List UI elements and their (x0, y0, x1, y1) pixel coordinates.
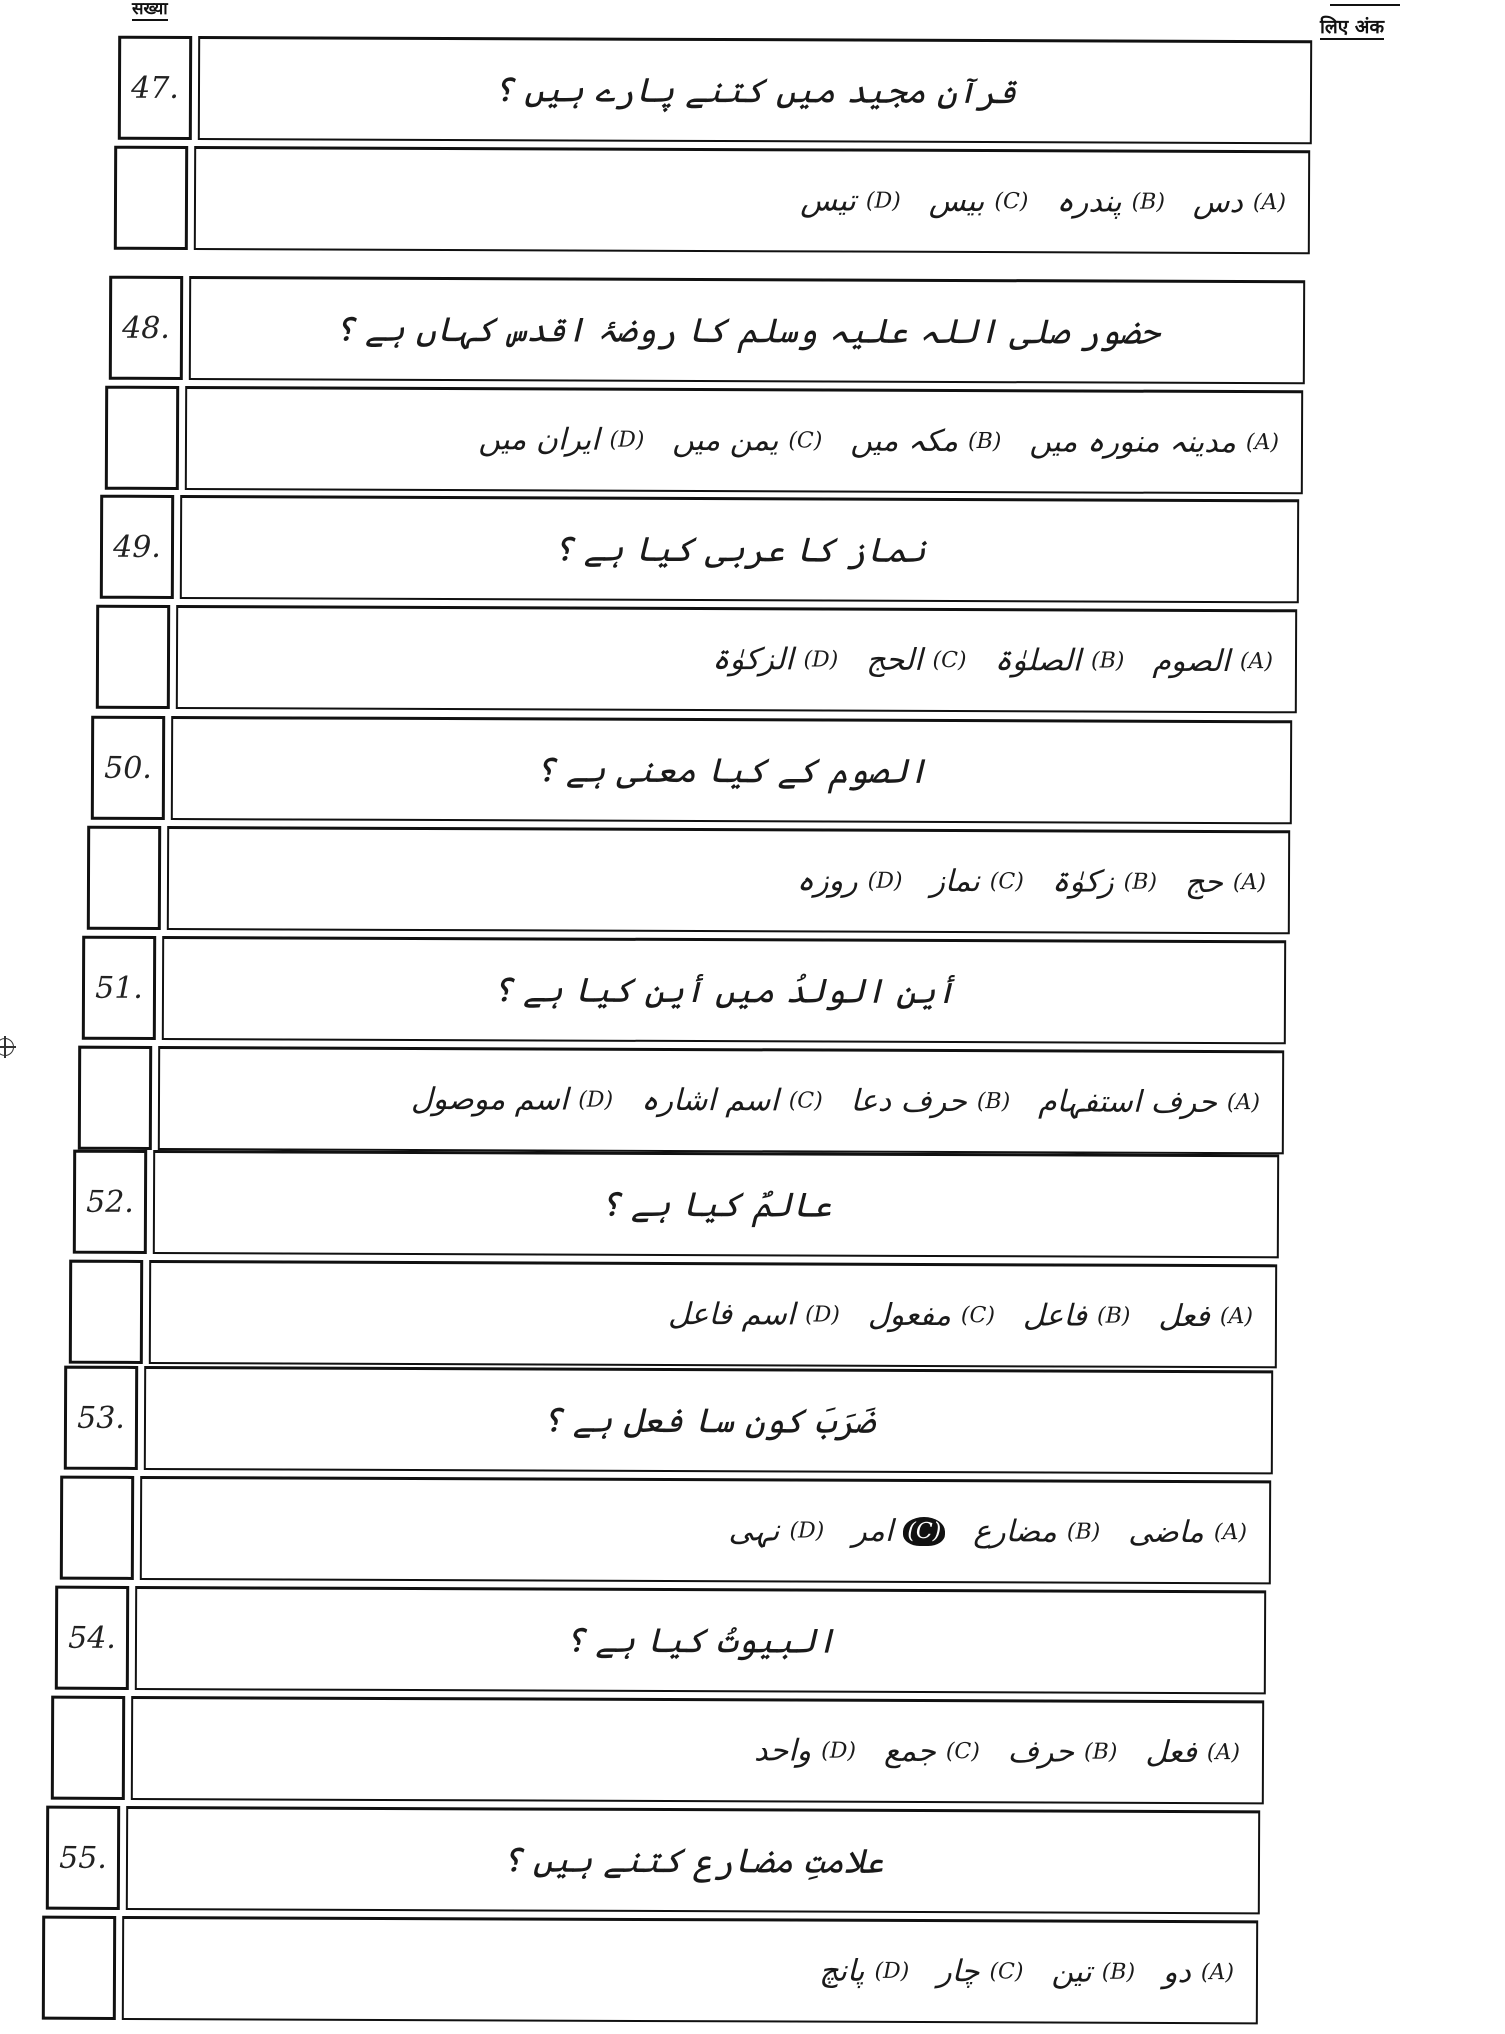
question-text: الصوم کے کیا معنی ہے ؟ (535, 750, 928, 792)
options-row (114, 146, 1310, 255)
option-letter: (B) (1066, 1519, 1101, 1545)
option-letter: (C) (903, 1517, 945, 1546)
option-c (852, 1514, 945, 1549)
question-text: أين الولدُ میں أين کیا ہے ؟ (492, 970, 956, 1013)
option-d (712, 642, 838, 677)
option-letter: (A) (1252, 190, 1287, 216)
option-c (929, 184, 1029, 219)
option-text: واحد (753, 1733, 812, 1769)
option-text: اسم موصول (410, 1081, 569, 1118)
blank-number-cell (105, 386, 179, 490)
option-d (478, 422, 644, 458)
option-letter: (A) (1206, 1740, 1241, 1766)
option-c (884, 1734, 980, 1769)
options-row (96, 605, 1297, 714)
option-d (800, 183, 901, 218)
option-b (1008, 1734, 1118, 1769)
question-text-cell (171, 716, 1292, 824)
options-list (142, 1511, 1269, 1550)
option-letter: (C) (788, 428, 823, 454)
options-row (105, 386, 1303, 495)
option-letter: (C) (989, 1959, 1024, 1985)
question-text: البیوتُ کیا ہے ؟ (564, 1620, 837, 1662)
option-text: تیس (800, 183, 856, 219)
question-text: قرآن مجید میں کتنے پارے ہیں ؟ (493, 70, 1017, 113)
question-row (118, 36, 1312, 145)
option-a (1158, 1299, 1253, 1334)
option-c (866, 643, 966, 678)
option-b (973, 1514, 1100, 1549)
question-text: حضور صلی اللہ علیہ وسلم کا روضۂ اقدس کہاں ہے ؟ (334, 309, 1160, 353)
option-a (1128, 1515, 1247, 1550)
question-text-cell (144, 1366, 1273, 1474)
options-list (187, 421, 1301, 460)
options-row (69, 1260, 1277, 1369)
option-letter: (A) (1213, 1520, 1248, 1546)
options-list (133, 1731, 1262, 1770)
option-text: نماز (930, 863, 980, 900)
question-text-cell (162, 936, 1286, 1044)
blank-number-cell (42, 1916, 116, 2020)
option-letter: (A) (1232, 870, 1267, 896)
option-letter: (D) (821, 1738, 857, 1764)
question-number: 47. (118, 36, 192, 140)
option-text: پندرہ (1056, 184, 1122, 220)
options-row (78, 1046, 1284, 1155)
options-cell (149, 1260, 1277, 1368)
option-text: اسم فاعل (667, 1296, 796, 1333)
question-text-cell (189, 276, 1305, 384)
option-letter: (B) (1090, 648, 1125, 674)
question-number: 54. (55, 1586, 129, 1690)
options-cell (194, 146, 1310, 254)
option-letter: (A) (1239, 649, 1274, 675)
options-row (60, 1476, 1271, 1585)
option-letter: (D) (803, 647, 839, 673)
option-letter: (A) (1200, 1960, 1235, 1986)
option-letter: (B) (1083, 1739, 1118, 1765)
question-row (64, 1366, 1273, 1475)
option-text: مکہ میں (850, 423, 959, 459)
option-text: الصوم (1152, 643, 1230, 680)
option-letter: (C) (994, 189, 1029, 215)
option-a (1145, 1735, 1240, 1770)
option-a (1038, 1084, 1260, 1120)
header-serial-label: सख्या (132, 0, 168, 19)
option-d (411, 1082, 613, 1118)
option-letter: (B) (976, 1089, 1011, 1115)
options-list (160, 1081, 1282, 1120)
options-row (42, 1916, 1258, 2025)
option-letter: (A) (1219, 1304, 1254, 1330)
option-c (937, 1954, 1023, 1989)
question-row (55, 1586, 1266, 1695)
blank-number-cell (114, 146, 188, 250)
question-number: 52. (73, 1150, 147, 1254)
option-text: ایران میں (478, 422, 600, 458)
option-b (1051, 1955, 1135, 1990)
option-letter: (D) (578, 1087, 614, 1113)
option-letter: (B) (1123, 869, 1158, 895)
option-text: فاعل (1022, 1298, 1088, 1334)
option-text: پانچ (819, 1953, 865, 1989)
options-row (51, 1696, 1264, 1805)
option-letter: (D) (789, 1518, 825, 1544)
option-c (641, 1083, 823, 1119)
option-d (754, 1733, 856, 1768)
options-cell (176, 605, 1297, 713)
option-text: الزکوٰۃ (712, 642, 794, 678)
option-text: ماضی (1128, 1514, 1204, 1551)
question-row (109, 276, 1305, 385)
option-c (868, 1298, 995, 1333)
option-letter: (C) (788, 1088, 823, 1114)
option-text: یمن میں (672, 422, 779, 459)
option-text: تین (1051, 1954, 1092, 1990)
question-text-cell (126, 1806, 1260, 1914)
option-text: مدینہ منورہ میں (1029, 424, 1236, 461)
option-text: حرف دعا (850, 1083, 967, 1120)
header-marks-label: लिए अंक (1320, 16, 1385, 38)
question-text-cell (180, 495, 1299, 603)
question-text: نماز کا عربی کیا ہے ؟ (553, 529, 926, 571)
option-text: فعل (1158, 1298, 1210, 1335)
question-text-cell (153, 1150, 1279, 1258)
option-a (1185, 865, 1266, 900)
options-list (169, 861, 1288, 900)
options-cell (167, 826, 1290, 934)
option-b (994, 643, 1124, 678)
option-c (930, 864, 1023, 899)
question-text-cell (198, 36, 1312, 144)
option-letter: (D) (867, 868, 903, 894)
question-text: عالمٌ کیا ہے ؟ (600, 1184, 832, 1226)
option-b (851, 1084, 1011, 1120)
option-a (1193, 185, 1286, 220)
question-row (73, 1150, 1279, 1259)
option-letter: (B) (968, 429, 1002, 455)
question-row (100, 495, 1299, 604)
option-letter: (C) (960, 1303, 995, 1329)
options-cell (122, 1916, 1258, 2024)
option-d (668, 1297, 840, 1333)
options-cell (140, 1476, 1271, 1584)
option-text: فعل (1145, 1734, 1197, 1771)
option-letter: (D) (805, 1302, 840, 1328)
option-text: حرف استفہام (1038, 1084, 1217, 1121)
options-list (178, 640, 1295, 679)
option-text: زکوٰۃ (1051, 864, 1114, 900)
question-text-cell (135, 1586, 1266, 1694)
option-c (672, 423, 822, 459)
option-letter: (C) (932, 647, 967, 674)
option-letter: (B) (1101, 1959, 1136, 1985)
question-number: 50. (91, 716, 165, 820)
option-text: حج (1184, 864, 1223, 901)
option-text: نہی (728, 1513, 780, 1549)
option-d (728, 1513, 824, 1548)
question-number: 51. (82, 936, 156, 1040)
question-row (82, 936, 1286, 1045)
option-a (1163, 1955, 1234, 1990)
question-number: 55. (46, 1806, 120, 1910)
option-text: الحج (866, 642, 923, 678)
option-text: بیس (928, 183, 985, 220)
options-list (124, 1951, 1256, 1990)
option-text: امر (852, 1513, 894, 1549)
option-a (1029, 424, 1279, 460)
blank-number-cell (60, 1476, 134, 1580)
option-d (819, 1954, 909, 1989)
option-letter: (D) (874, 1958, 910, 1984)
option-text: دس (1192, 184, 1243, 221)
option-b (850, 424, 1001, 460)
option-b (1052, 864, 1157, 899)
blank-number-cell (96, 605, 170, 709)
option-text: الصلوٰۃ (994, 643, 1082, 679)
options-cell (185, 386, 1303, 494)
options-list (196, 181, 1308, 220)
option-text: حرف (1007, 1734, 1075, 1770)
question-text: ضَرَبَ کون سا فعل ہے ؟ (541, 1400, 876, 1442)
option-letter: (A) (1226, 1090, 1261, 1116)
option-text: مفعول (867, 1297, 952, 1334)
option-letter: (B) (1131, 189, 1165, 215)
question-number: 49. (100, 495, 174, 599)
option-letter: (C) (989, 869, 1024, 895)
option-letter: (D) (609, 427, 645, 453)
option-letter: (D) (865, 188, 901, 214)
options-list (151, 1295, 1275, 1334)
blank-number-cell (87, 826, 161, 930)
question-number: 48. (109, 276, 183, 380)
options-row (87, 826, 1290, 935)
option-text: چار (937, 1954, 980, 1990)
options-cell (158, 1046, 1284, 1154)
option-b (1023, 1298, 1131, 1333)
options-cell (131, 1696, 1264, 1804)
question-number: 53. (64, 1366, 138, 1470)
option-text: مضارع (973, 1514, 1057, 1550)
option-b (1056, 184, 1165, 219)
question-row (46, 1806, 1260, 1915)
option-letter: (C) (945, 1739, 980, 1765)
option-d (797, 863, 903, 898)
question-row (91, 716, 1292, 825)
option-letter: (A) (1245, 430, 1280, 456)
blank-number-cell (51, 1696, 125, 1800)
option-text: جمع (883, 1733, 936, 1770)
blank-number-cell (69, 1260, 143, 1364)
option-text: روزہ (796, 863, 858, 899)
question-text: علامتِ مضارع کتنے ہیں ؟ (501, 1840, 885, 1882)
blank-number-cell (78, 1046, 152, 1150)
option-a (1152, 644, 1273, 679)
option-text: اسم اشارہ (640, 1082, 779, 1119)
option-text: دو (1163, 1954, 1191, 1991)
option-letter: (B) (1096, 1303, 1131, 1329)
